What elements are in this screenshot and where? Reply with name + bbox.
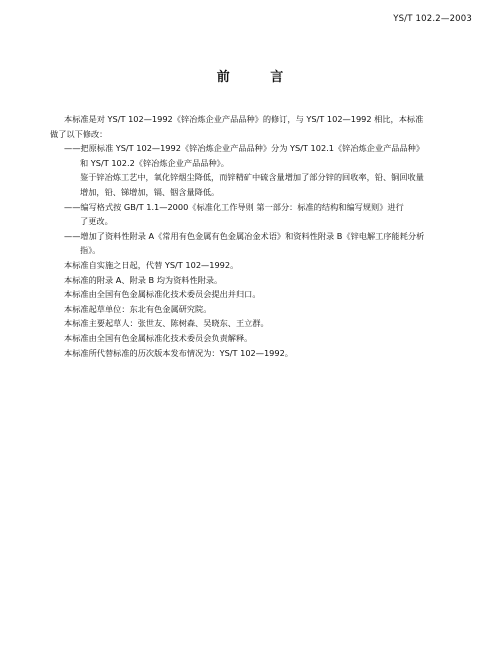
change-item-2-line-1: 鉴于锌冶炼工艺中，氧化锌烟尘降低，而锌精矿中硫含量增加了部分锌的回收率，铅、铜回收量 [80,172,424,183]
standard-code: YS/T 102.2—2003 [393,14,472,24]
change-item-3-line-2: 了更改。 [80,216,113,227]
appendix-paragraph: 本标准的附录 A、附录 B 均为资料性附录。 [64,274,223,285]
change-item-1-line-1: ——把原标准 YS/T 102—1992《锌冶炼企业产品品种》分为 YS/T 102.1《锌冶炼企业产品品种》 [64,143,425,154]
drafters-paragraph: 本标准主要起草人：张世友、陈树森、吴晓东、王立群。 [64,318,269,329]
drafting-unit-paragraph: 本标准起草单位：东北有色金属研究院。 [64,303,212,314]
proposer-paragraph: 本标准由全国有色金属标准化技术委员会提出并归口。 [64,289,261,300]
intro-paragraph-line-1: 本标准是对 YS/T 102—1992《锌冶炼企业产品品种》的修订，与 YS/T 102—1992 相比，本标准 [64,114,424,124]
intro-paragraph-line-2: 做了以下修改： [50,128,108,139]
replacement-paragraph: 本标准自实施之日起，代替 YS/T 102—1992。 [64,259,239,270]
interpretation-paragraph: 本标准由全国有色金属标准化技术委员会负责解释。 [64,332,253,343]
foreword-body [50,112,442,360]
change-item-4-line-2: 指》。 [80,245,101,256]
change-item-1-line-2: 和 YS/T 102.2《锌冶炼企业产品品种》。 [80,157,229,168]
change-item-2-line-2: 增加，铅、锑增加，镉、铟含量降低。 [80,186,220,197]
page-title: 前 言 [216,70,302,85]
change-item-3-line-1: ——编写格式按 GB/T 1.1—2000《标准化工作导则 第一部分：标准的结构和编写规则》进行 [64,201,404,212]
history-paragraph: 本标准所代替标准的历次版本发布情况为：YS/T 102—1992。 [64,347,293,358]
change-item-4-line-1: ——增加了资料性附录 A《常用有色金属有色金属冶金术语》和资料性附录 B《锌电解工序能耗分析 [64,230,425,241]
